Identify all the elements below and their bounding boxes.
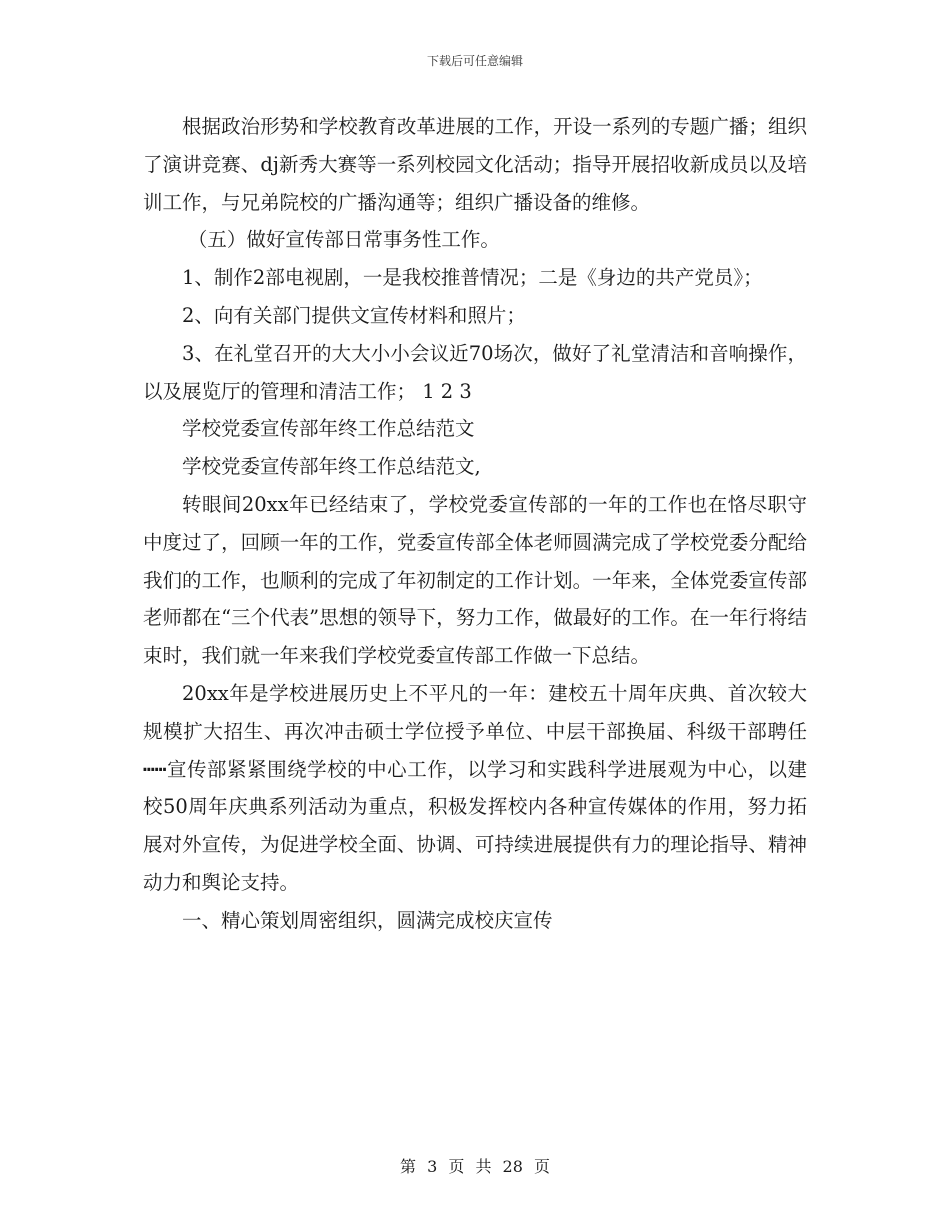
document-title: 学校党委宣传部年终工作总结范文 bbox=[182, 417, 475, 441]
document-body bbox=[143, 108, 807, 940]
document-subtitle: 学校党委宣传部年终工作总结范文, bbox=[182, 455, 481, 479]
page-number: 第 3 页 共 28 页 bbox=[400, 1157, 550, 1176]
paragraph-year-summary: 20xx年是学校进展历史上不平凡的一年：建校五十周年庆典、首次较大规模扩大招生、再次冲击硕士学位授予单位、中层干部换届、科级干部聘任┅┅宣传部紧紧围绕学校的中心工作，以学习和实践科学进展观为中心，以建校50周年庆典系列活动为重点，积极发挥校内各种宣传媒体的作用，努力拓展对外宣传，为促进学校全面、协调、可持续进展提供有力的理论指导、精神动力和舆论支持。 bbox=[143, 681, 807, 894]
list-item-3: 3、在礼堂召开的大大小小会议近70场次，做好了礼堂清洁和音响操作，以及展览厅的管理和清洁工作； 1 2 3 bbox=[143, 341, 807, 403]
page-header: 下载后可任意编辑 bbox=[426, 54, 523, 68]
section-heading-five: （五）做好宣传部日常事务性工作。 bbox=[187, 228, 500, 252]
list-item-1: 1、制作2部电视剧，一是我校推普情况；二是《身边的共产党员》； bbox=[182, 266, 763, 290]
paragraph-intro: 转眼间20xx年已经结束了，学校党委宣传部的一年的工作也在恪尽职守中度过了，回顾一年的工作，党委宣传部全体老师圆满完成了学校党委分配给我们的工作，也顺利的完成了年初制定的工作计划。一年来，全体党委宣传部老师都在“三个代表”思想的领导下，努力工作，做最好的工作。在一年行将结束时，我们就一年来我们学校党委宣传部工作做一下总结。 bbox=[143, 492, 807, 668]
section-heading-one: 一、精心策划周密组织，圆满完成校庆宣传 bbox=[182, 908, 553, 932]
list-item-2: 2、向有关部门提供文宣传材料和照片； bbox=[182, 303, 526, 327]
paragraph-broadcast: 根据政治形势和学校教育改革进展的工作，开设一系列的专题广播；组织了演讲竞赛、dj新秀大赛等一系列校园文化活动；指导开展招收新成员以及培训工作，与兄弟院校的广播沟通等；组织广播设备的维修。 bbox=[143, 115, 807, 214]
